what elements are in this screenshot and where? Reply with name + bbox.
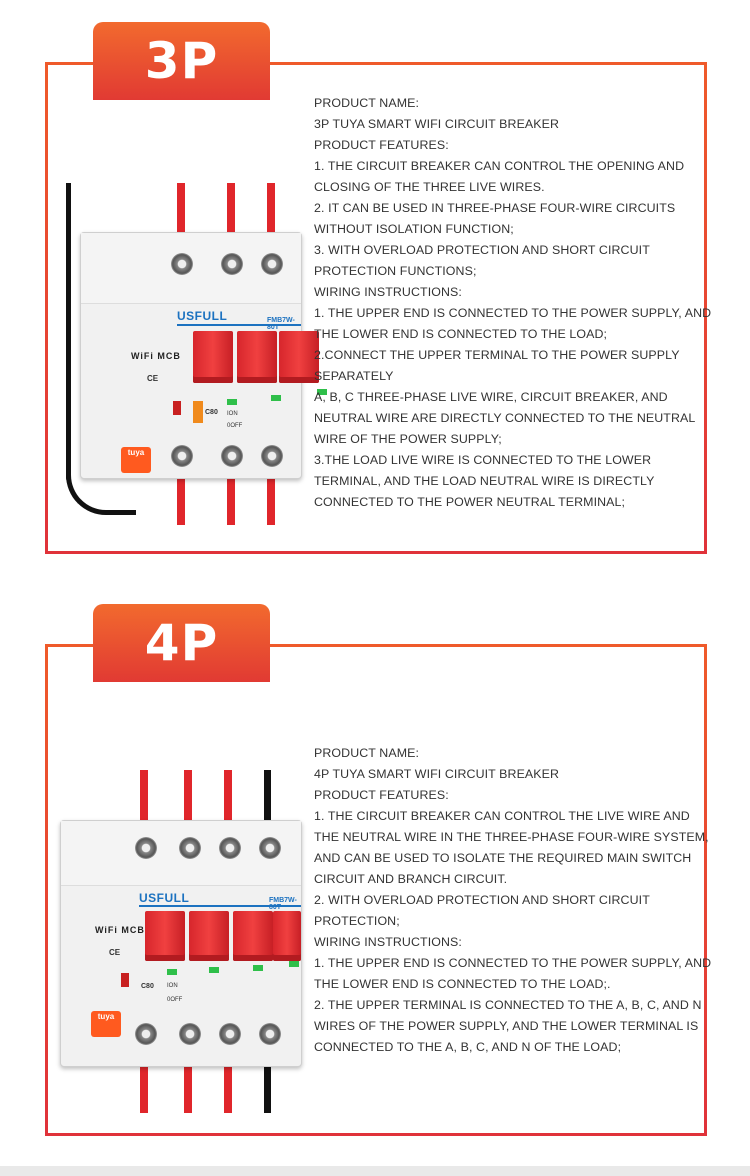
model-label: FMB7W-80T xyxy=(269,897,297,911)
screw-bottom-a xyxy=(171,445,193,467)
footer-divider xyxy=(0,1166,750,1176)
test-switch xyxy=(173,401,181,415)
text-line: WIRES OF THE POWER SUPPLY, AND THE LOWER TERMINAL IS xyxy=(314,1019,699,1033)
text-line: 4P TUYA SMART WIFI CIRCUIT BREAKER xyxy=(314,767,560,781)
screw-bottom-n xyxy=(259,1023,281,1045)
wire-b-top xyxy=(184,770,192,825)
text-line: NEUTRAL WIRE ARE DIRECTLY CONNECTED TO THE NEUTRAL xyxy=(314,411,696,425)
text-line: 1. THE UPPER END IS CONNECTED TO THE POWER SUPPLY, AND xyxy=(314,956,712,970)
text-line: A, B, C THREE-PHASE LIVE WIRE, CIRCUIT BREAKER, AND xyxy=(314,390,668,404)
breaker-4p-illustration xyxy=(56,768,306,1118)
text-line: PRODUCT FEATURES: xyxy=(314,138,449,152)
test-switch xyxy=(121,973,129,987)
text-line: CONNECTED TO THE A, B, C, AND N OF THE LOAD; xyxy=(314,1040,622,1054)
screw-top-a xyxy=(135,837,157,859)
rating-label: C80 xyxy=(205,409,218,416)
indicator-c xyxy=(253,965,263,971)
brand-logo: USFULL xyxy=(139,891,190,905)
handle-n xyxy=(273,911,301,961)
text-line: WITHOUT ISOLATION FUNCTION; xyxy=(314,222,514,236)
screw-top-a xyxy=(171,253,193,275)
text-line: THE LOWER END IS CONNECTED TO THE LOAD;. xyxy=(314,977,611,991)
text-line: PRODUCT FEATURES: xyxy=(314,788,449,802)
text-line: 3P TUYA SMART WIFI CIRCUIT BREAKER xyxy=(314,117,560,131)
text-line: 1. THE CIRCUIT BREAKER CAN CONTROL THE OPENING AND xyxy=(314,159,685,173)
text-line: 2. IT CAN BE USED IN THREE-PHASE FOUR-WIRE CIRCUITS xyxy=(314,201,676,215)
text-line: AND CAN BE USED TO ISOLATE THE REQUIRED MAIN SWITCH xyxy=(314,851,692,865)
screw-top-b xyxy=(221,253,243,275)
tab-4p: 4P xyxy=(93,604,270,682)
tuya-logo: tuya xyxy=(121,447,151,473)
text-line: WIRE OF THE POWER SUPPLY; xyxy=(314,432,502,446)
wire-c-top xyxy=(267,183,275,238)
tuya-logo: tuya xyxy=(91,1011,121,1037)
text-line: PRODUCT NAME: xyxy=(314,96,420,110)
handle-b xyxy=(237,331,277,383)
wifi-mcb-label: WiFi MCB xyxy=(95,925,145,935)
handle-c xyxy=(279,331,319,383)
indicator-b xyxy=(271,395,281,401)
text-line: 3. WITH OVERLOAD PROTECTION AND SHORT CIRCUIT xyxy=(314,243,650,257)
description-3p xyxy=(314,93,712,513)
indicator-n xyxy=(289,961,299,967)
breaker-body xyxy=(60,820,302,1067)
text-line: 2.CONNECT THE UPPER TERMINAL TO THE POWER SUPPLY xyxy=(314,348,680,362)
text-line: 2. WITH OVERLOAD PROTECTION AND SHORT CIRCUIT xyxy=(314,893,650,907)
text-line: THE LOWER END IS CONNECTED TO THE LOAD; xyxy=(314,327,608,341)
off-label: 0OFF xyxy=(227,423,243,429)
text-line: PROTECTION FUNCTIONS; xyxy=(314,264,477,278)
wifi-mcb-label: WiFi MCB xyxy=(131,351,181,361)
model-label: FMB7W-80T xyxy=(267,317,295,331)
handle-b xyxy=(189,911,229,961)
text-line: TERMINAL, AND THE LOAD NEUTRAL WIRE IS DIRECTLY xyxy=(314,474,655,488)
screw-top-b xyxy=(179,837,201,859)
indicator-a xyxy=(167,969,177,975)
screw-top-n xyxy=(259,837,281,859)
handle-a xyxy=(145,911,185,961)
brand-logo: USFULL xyxy=(177,309,228,323)
screw-bottom-b xyxy=(221,445,243,467)
rating-label: C80 xyxy=(141,983,154,990)
wire-a-top xyxy=(177,183,185,238)
on-label: ION xyxy=(227,411,238,417)
off-label: 0OFF xyxy=(167,997,183,1003)
indicator-b xyxy=(209,967,219,973)
text-line: 3.THE LOAD LIVE WIRE IS CONNECTED TO THE LOWER xyxy=(314,453,652,467)
text-line: SEPARATELY xyxy=(314,369,394,383)
orange-lever xyxy=(193,401,203,423)
text-line: THE NEUTRAL WIRE IN THE THREE-PHASE FOUR-WIRE SYSTEM, xyxy=(314,830,709,844)
breaker-body xyxy=(80,232,302,479)
description-4p xyxy=(314,743,712,1058)
text-line: WIRING INSTRUCTIONS: xyxy=(314,285,462,299)
screw-top-c xyxy=(261,253,283,275)
ce-mark: CE xyxy=(147,374,159,383)
screw-bottom-c xyxy=(261,445,283,467)
wire-a-top xyxy=(140,770,148,825)
wire-b-top xyxy=(227,183,235,238)
screw-bottom-c xyxy=(219,1023,241,1045)
handle-c xyxy=(233,911,273,961)
screw-bottom-a xyxy=(135,1023,157,1045)
screw-top-c xyxy=(219,837,241,859)
wire-c-top xyxy=(224,770,232,825)
wire-n-top xyxy=(264,770,271,825)
text-line: CONNECTED TO THE POWER NEUTRAL TERMINAL; xyxy=(314,495,626,509)
screw-bottom-b xyxy=(179,1023,201,1045)
tab-3p: 3P xyxy=(93,22,270,100)
indicator-a xyxy=(227,399,237,405)
text-line: 2. THE UPPER TERMINAL IS CONNECTED TO THE A, B, C, AND N xyxy=(314,998,702,1012)
handle-a xyxy=(193,331,233,383)
text-line: PROTECTION; xyxy=(314,914,400,928)
text-line: PRODUCT NAME: xyxy=(314,746,420,760)
on-label: ION xyxy=(167,983,178,989)
text-line: CLOSING OF THE THREE LIVE WIRES. xyxy=(314,180,545,194)
text-line: WIRING INSTRUCTIONS: xyxy=(314,935,462,949)
breaker-3p-illustration xyxy=(60,180,310,530)
text-line: 1. THE UPPER END IS CONNECTED TO THE POWER SUPPLY, AND xyxy=(314,306,712,320)
text-line: CIRCUIT AND BRANCH CIRCUIT. xyxy=(314,872,508,886)
ce-mark: CE xyxy=(109,948,121,957)
text-line: 1. THE CIRCUIT BREAKER CAN CONTROL THE LIVE WIRE AND xyxy=(314,809,690,823)
